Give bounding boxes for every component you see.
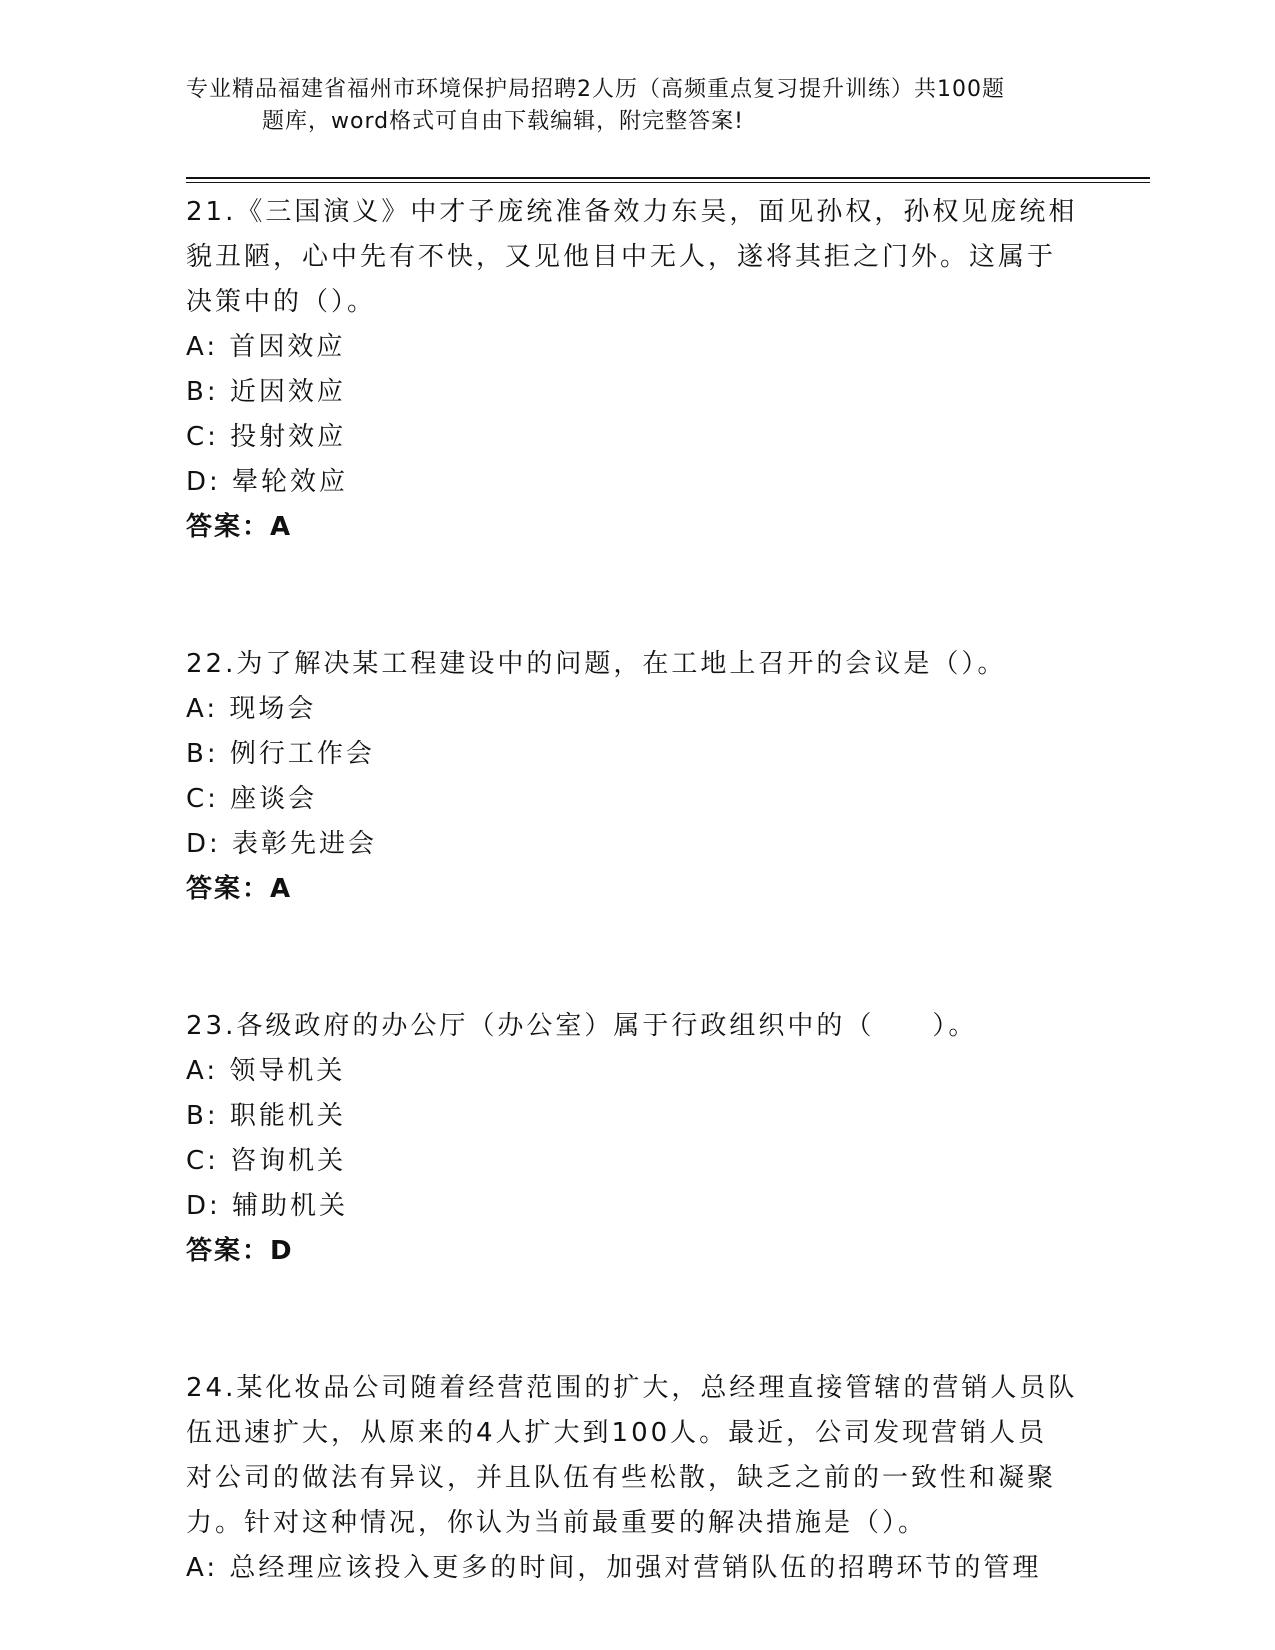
- question-text-line: 21.《三国演义》中才子庞统准备效力东吴，面见孙权，孙权见庞统相: [186, 197, 1078, 227]
- spacer: [186, 912, 1086, 1004]
- question-text-line: 对公司的做法有异议，并且队伍有些松散，缺乏之前的一致性和凝聚: [186, 1463, 1057, 1493]
- option-a: A: 领导机关: [186, 1056, 346, 1086]
- question-24: [186, 1366, 1086, 1591]
- spacer: [186, 1274, 1086, 1366]
- option-b: B: 职能机关: [186, 1101, 346, 1131]
- answer: 答案：A: [186, 874, 293, 904]
- header-rule-thin: [186, 182, 1150, 183]
- option-b: B: 近因效应: [186, 377, 346, 407]
- question-22: [186, 642, 1086, 912]
- question-list: [186, 190, 1086, 1591]
- option-c: C: 投射效应: [186, 422, 347, 452]
- answer: 答案：A: [186, 512, 293, 542]
- spacer: [186, 550, 1086, 642]
- option-c: C: 座谈会: [186, 784, 318, 814]
- question-text-line: 力。针对这种情况，你认为当前最重要的解决措施是（）。: [186, 1508, 928, 1538]
- question-text-line: 23.各级政府的办公厅（办公室）属于行政组织中的（ ）。: [186, 1011, 978, 1041]
- option-d: D: 表彰先进会: [186, 829, 378, 859]
- question-21: [186, 190, 1086, 550]
- question-text-line: 22.为了解决某工程建设中的问题，在工地上召开的会议是（）。: [186, 649, 1007, 679]
- option-a: A: 现场会: [186, 694, 317, 724]
- answer: 答案：D: [186, 1236, 294, 1266]
- header-title-line-1: 专业精品福建省福州市环境保护局招聘2人历（高频重点复习提升训练）共100题: [186, 77, 1005, 102]
- header-rule-thick: [186, 177, 1150, 179]
- question-23: [186, 1004, 1086, 1274]
- header-title-line-2: 题库，word格式可自由下载编辑，附完整答案!: [262, 109, 744, 134]
- option-d: D: 辅助机关: [186, 1191, 349, 1221]
- option-c: C: 咨询机关: [186, 1146, 347, 1176]
- question-text-line: 貌丑陋，心中先有不快，又见他目中无人，遂将其拒之门外。这属于: [186, 242, 1057, 272]
- option-a: A: 总经理应该投入更多的时间，加强对营销队伍的招聘环节的管理: [186, 1553, 1042, 1583]
- question-text-line: 决策中的（）。: [186, 287, 377, 317]
- option-a: A: 首因效应: [186, 332, 346, 362]
- document-header: [186, 74, 1086, 138]
- option-d: D: 晕轮效应: [186, 467, 349, 497]
- question-text-line: 24.某化妆品公司随着经营范围的扩大，总经理直接管辖的营销人员队: [186, 1373, 1078, 1403]
- question-text-line: 伍迅速扩大，从原来的4人扩大到100人。最近，公司发现营销人员: [186, 1418, 1048, 1448]
- option-b: B: 例行工作会: [186, 739, 375, 769]
